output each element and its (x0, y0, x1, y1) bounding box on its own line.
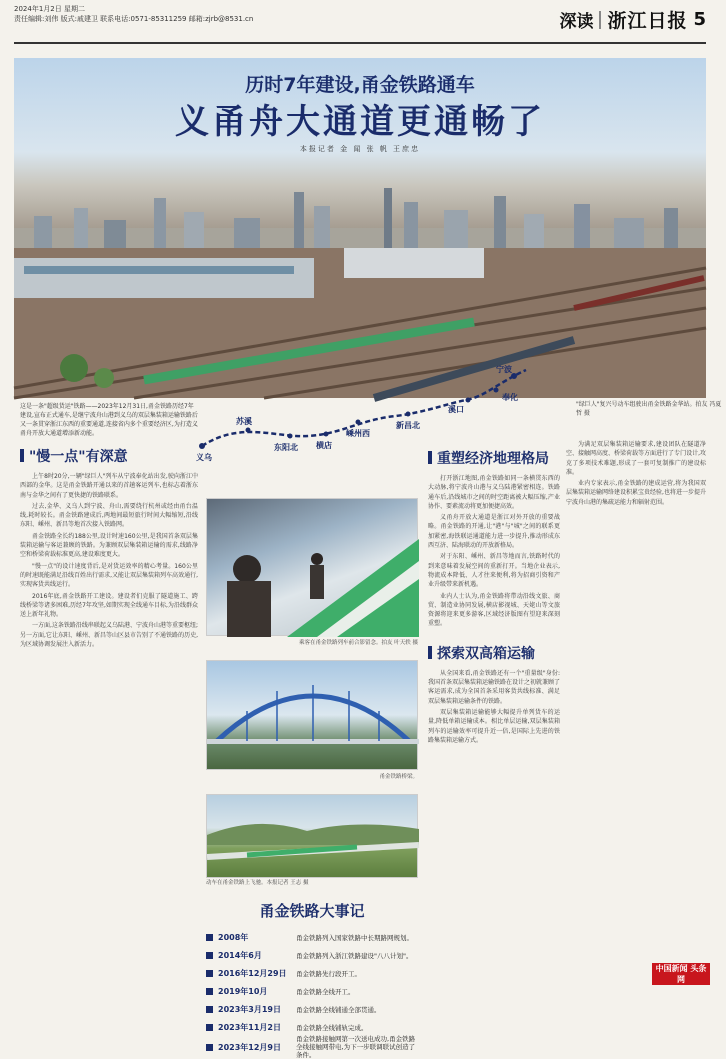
station-label: 东阳北 (274, 443, 298, 452)
header-masthead (559, 6, 706, 33)
page-header (0, 0, 720, 46)
header-rule (14, 42, 706, 44)
paragraph: 对于东阳、嵊州、新昌等地而言,铁路时代的到来意味着发展空间的重新打开。当地企业表示,物流成本降低、人才往来便利,将为招商引资和产业升级带来新机遇。 (428, 553, 560, 589)
event-item (206, 983, 418, 1000)
station-label: 横店 (316, 441, 332, 450)
event-text: 甬金铁路列入浙江铁路建设"八八计划"。 (296, 951, 413, 960)
paragraph: 甬金铁路全长约188公里,设计时速160公里,是我国首条双层集装箱运输与客运兼顾的铁路。为兼顾双层集装箱运输的需求,线路净空和桥梁荷载标准更高,建设难度更大。 (20, 532, 198, 559)
bullet-icon (206, 1006, 213, 1013)
section-title: 重塑经济地理格局 (437, 451, 549, 467)
bullet-icon (206, 1044, 213, 1051)
paragraph: 从全国来看,甬金铁路还有一个"重量级"身份:我国首条双层集装箱运输铁路在设计之初就兼顾了客运需求,成为全国首条采用客货共线标准、满足双层集装箱运输条件的铁路。 (428, 669, 561, 705)
hero-photo (14, 58, 706, 394)
masthead-divider (599, 11, 601, 29)
paper-name: 浙江日报 (607, 10, 688, 32)
station-label: 嵊州西 (346, 429, 370, 438)
bullet-icon (206, 970, 213, 977)
photo-column (206, 498, 418, 1058)
train-landscape-photo (206, 794, 418, 878)
event-text: 甬金铁路全线铺通全部贯通。 (296, 1005, 381, 1014)
paragraph: 业内专家表示,甬金铁路的建成运营,将为我国双层集装箱运输网络建设积累宝贵经验,也将进一步提升宁波舟山港的集疏运能力和辐射范围。 (566, 480, 706, 506)
paragraph: 2016年底,甬金铁路开工建设。建设者们克服了隧道施工、跨线桥梁等诸多困难,历经7年攻坚,如期实现全线通车目标,为沿线群众送上新年礼物。 (20, 592, 198, 619)
column-1 (20, 402, 198, 651)
photo-caption: 甬金铁路桥梁。 (379, 774, 418, 780)
arch-bridge-illustration (207, 661, 419, 771)
header-editors: 责任编辑:刘伟 版式:戚建卫 联系电话:0571-85311259 邮箱:zjrb@8531.cn (14, 15, 254, 23)
article-lede: 这是一条"超级货运"铁路——2023年12月31日,甬金铁路历经7年建设,宣布正式通车,是继宁波舟山港到义乌的双层集装箱运输铁路后又一条贯穿浙江东西的重要通道,连接省内多个重要经济区,为打造义甬舟开放大通道增添新动能。 (20, 403, 198, 437)
station-label: 奉化 (502, 393, 518, 402)
article-byline: 本报记者 金 闻 张 帆 王庶忠 (299, 145, 421, 153)
event-item (206, 1037, 418, 1057)
section-title: 探索双高箱运输 (437, 645, 535, 662)
event-text: 甬金铁路先行段开工。 (296, 969, 361, 978)
event-item (206, 965, 418, 982)
event-text: 甬金铁路列入国家铁路中长期路网规划。 (296, 933, 413, 942)
bridge-photo (206, 660, 418, 770)
section-heading (20, 446, 198, 466)
paragraph: 双层集装箱运输能够大幅提升单列货车的运量,降低单箱运输成本。相比单层运输,双层集装箱列车的运输效率可提升近一倍,是国际上先进的铁路集装箱运输方式。 (428, 708, 560, 744)
event-date: 2019年10月 (218, 987, 268, 996)
bullet-icon (206, 934, 213, 941)
column-3 (428, 440, 560, 747)
event-text: 甬金铁路接触网第一次送电成功,甬金铁路全线接触网带电,为下一步联调联试创造了条件。 (296, 1035, 416, 1059)
section-marker (20, 449, 24, 462)
hero-caption: "绿巨人"复兴号动车组驶出甬金铁路金华站。拍友 冯夏哲 摄 (576, 401, 722, 417)
paragraph: 一方面,这条铁路沿线串联起义乌陆港、宁波舟山港等重要枢纽;另一方面,它让东阳、嵊州、新昌等山区县市告别了不通铁路的历史,为区域协调发展注入新活力。 (20, 622, 198, 649)
events-list (206, 929, 418, 1057)
event-date: 2016年12月29日 (218, 969, 287, 978)
event-text: 甬金铁路全线开工。 (296, 987, 355, 996)
event-date: 2014年6月 (218, 951, 262, 960)
section-marker (428, 646, 432, 659)
event-date: 2023年12月9日 (218, 1042, 281, 1052)
event-text: 甬金铁路全线铺轨完成。 (296, 1023, 368, 1032)
paragraph: 过去,金华、义乌人到宁波、舟山,需要绕行杭州或经由甬台温线,耗时较长。甬金铁路建成后,两地间最短旅行时间大幅缩短,沿线东阳、嵊州、新昌等地首次接入铁路网。 (20, 502, 198, 529)
section-name: 深读 (559, 12, 594, 32)
event-date: 2008年 (218, 933, 249, 942)
bullet-icon (206, 1024, 213, 1031)
article-headline: 义甬舟大通道更通畅了 (175, 102, 545, 142)
event-date: 2023年3月19日 (218, 1005, 281, 1014)
page-number: 5 (693, 9, 706, 30)
event-item (206, 1001, 418, 1018)
paragraph: "慢一点"的设计速度背后,是对货运效率的精心考量。160公里的时速既能满足沿线百姓出行需求,又能让双层集装箱列车高效通行,实现客货共线运行。 (20, 562, 198, 589)
header-date: 2024年1月2日 星期二 (14, 5, 85, 13)
event-date: 2023年11月2日 (218, 1023, 281, 1032)
photo-caption: 动车在甬金铁路上飞驰。本报记者 王志 摄 (206, 880, 309, 886)
section-title: "慢一点"有深意 (29, 449, 128, 465)
column-4 (566, 440, 706, 509)
events-title: 甬金铁路大事记 (259, 902, 365, 920)
paragraph: 业内人士认为,甬金铁路将带动沿线文旅、商贸、制造业协同发展,横店影视城、天姥山等文旅资源将迎来更多游客,区域经济版图有望迎来深刻重塑。 (428, 592, 560, 628)
paragraph: 打开浙江地图,甬金铁路如同一条横贯东西的大动脉,将宁波舟山港与义乌陆港紧密相连。铁路通车后,沿线城市之间的时空距离被大幅压缩,产业协作、要素流动将更加便捷高效。 (428, 475, 560, 510)
article-kicker: 历时7年建设,甬金铁路通车 (245, 74, 475, 96)
station-label: 义乌 (196, 453, 212, 462)
header-meta (14, 4, 253, 24)
bullet-icon (206, 952, 213, 959)
paragraph: 义甬舟开放大通道是浙江对外开放的重要战略。甬金铁路的开通,让"港"与"城"之间的联系更加紧密,海铁联运通道能力进一步提升,推动形成东西互济、陆海联动的开放新格局。 (428, 514, 560, 550)
section-marker (428, 451, 432, 464)
station-label: 苏溪 (236, 417, 252, 426)
event-item (206, 947, 418, 964)
section-heading (428, 643, 560, 663)
train-platform-illustration (207, 499, 419, 637)
station-label: 宁波 (496, 365, 512, 374)
train-landscape-illustration (207, 795, 419, 879)
passengers-photo (206, 498, 418, 636)
photo-caption: 乘客在甬金铁路列车前合影留念。拍友 叶天轶 摄 (299, 640, 418, 646)
footer-logo: 中国新闻 头条网 (652, 963, 710, 985)
station-label: 新昌北 (396, 421, 420, 430)
event-item (206, 1019, 418, 1036)
bullet-icon (206, 988, 213, 995)
section-heading (428, 448, 560, 468)
paragraph: 为满足双层集装箱运输要求,建设团队在隧道净空、接触网高度、桥梁荷载等方面进行了专门设计,攻克了多项技术难题,形成了一套可复制推广的建设标准。 (566, 441, 706, 476)
station-label: 溪口 (448, 405, 464, 414)
event-item (206, 929, 418, 946)
paragraph: 上午8时20分,一辆"绿巨人"列车从宁波奉化站出发,驶向浙江中西部的金华。这是甬金铁路开通以来的首趟客运列车,也标志着浙东南与金华之间有了更快捷的铁路联系。 (20, 473, 198, 499)
